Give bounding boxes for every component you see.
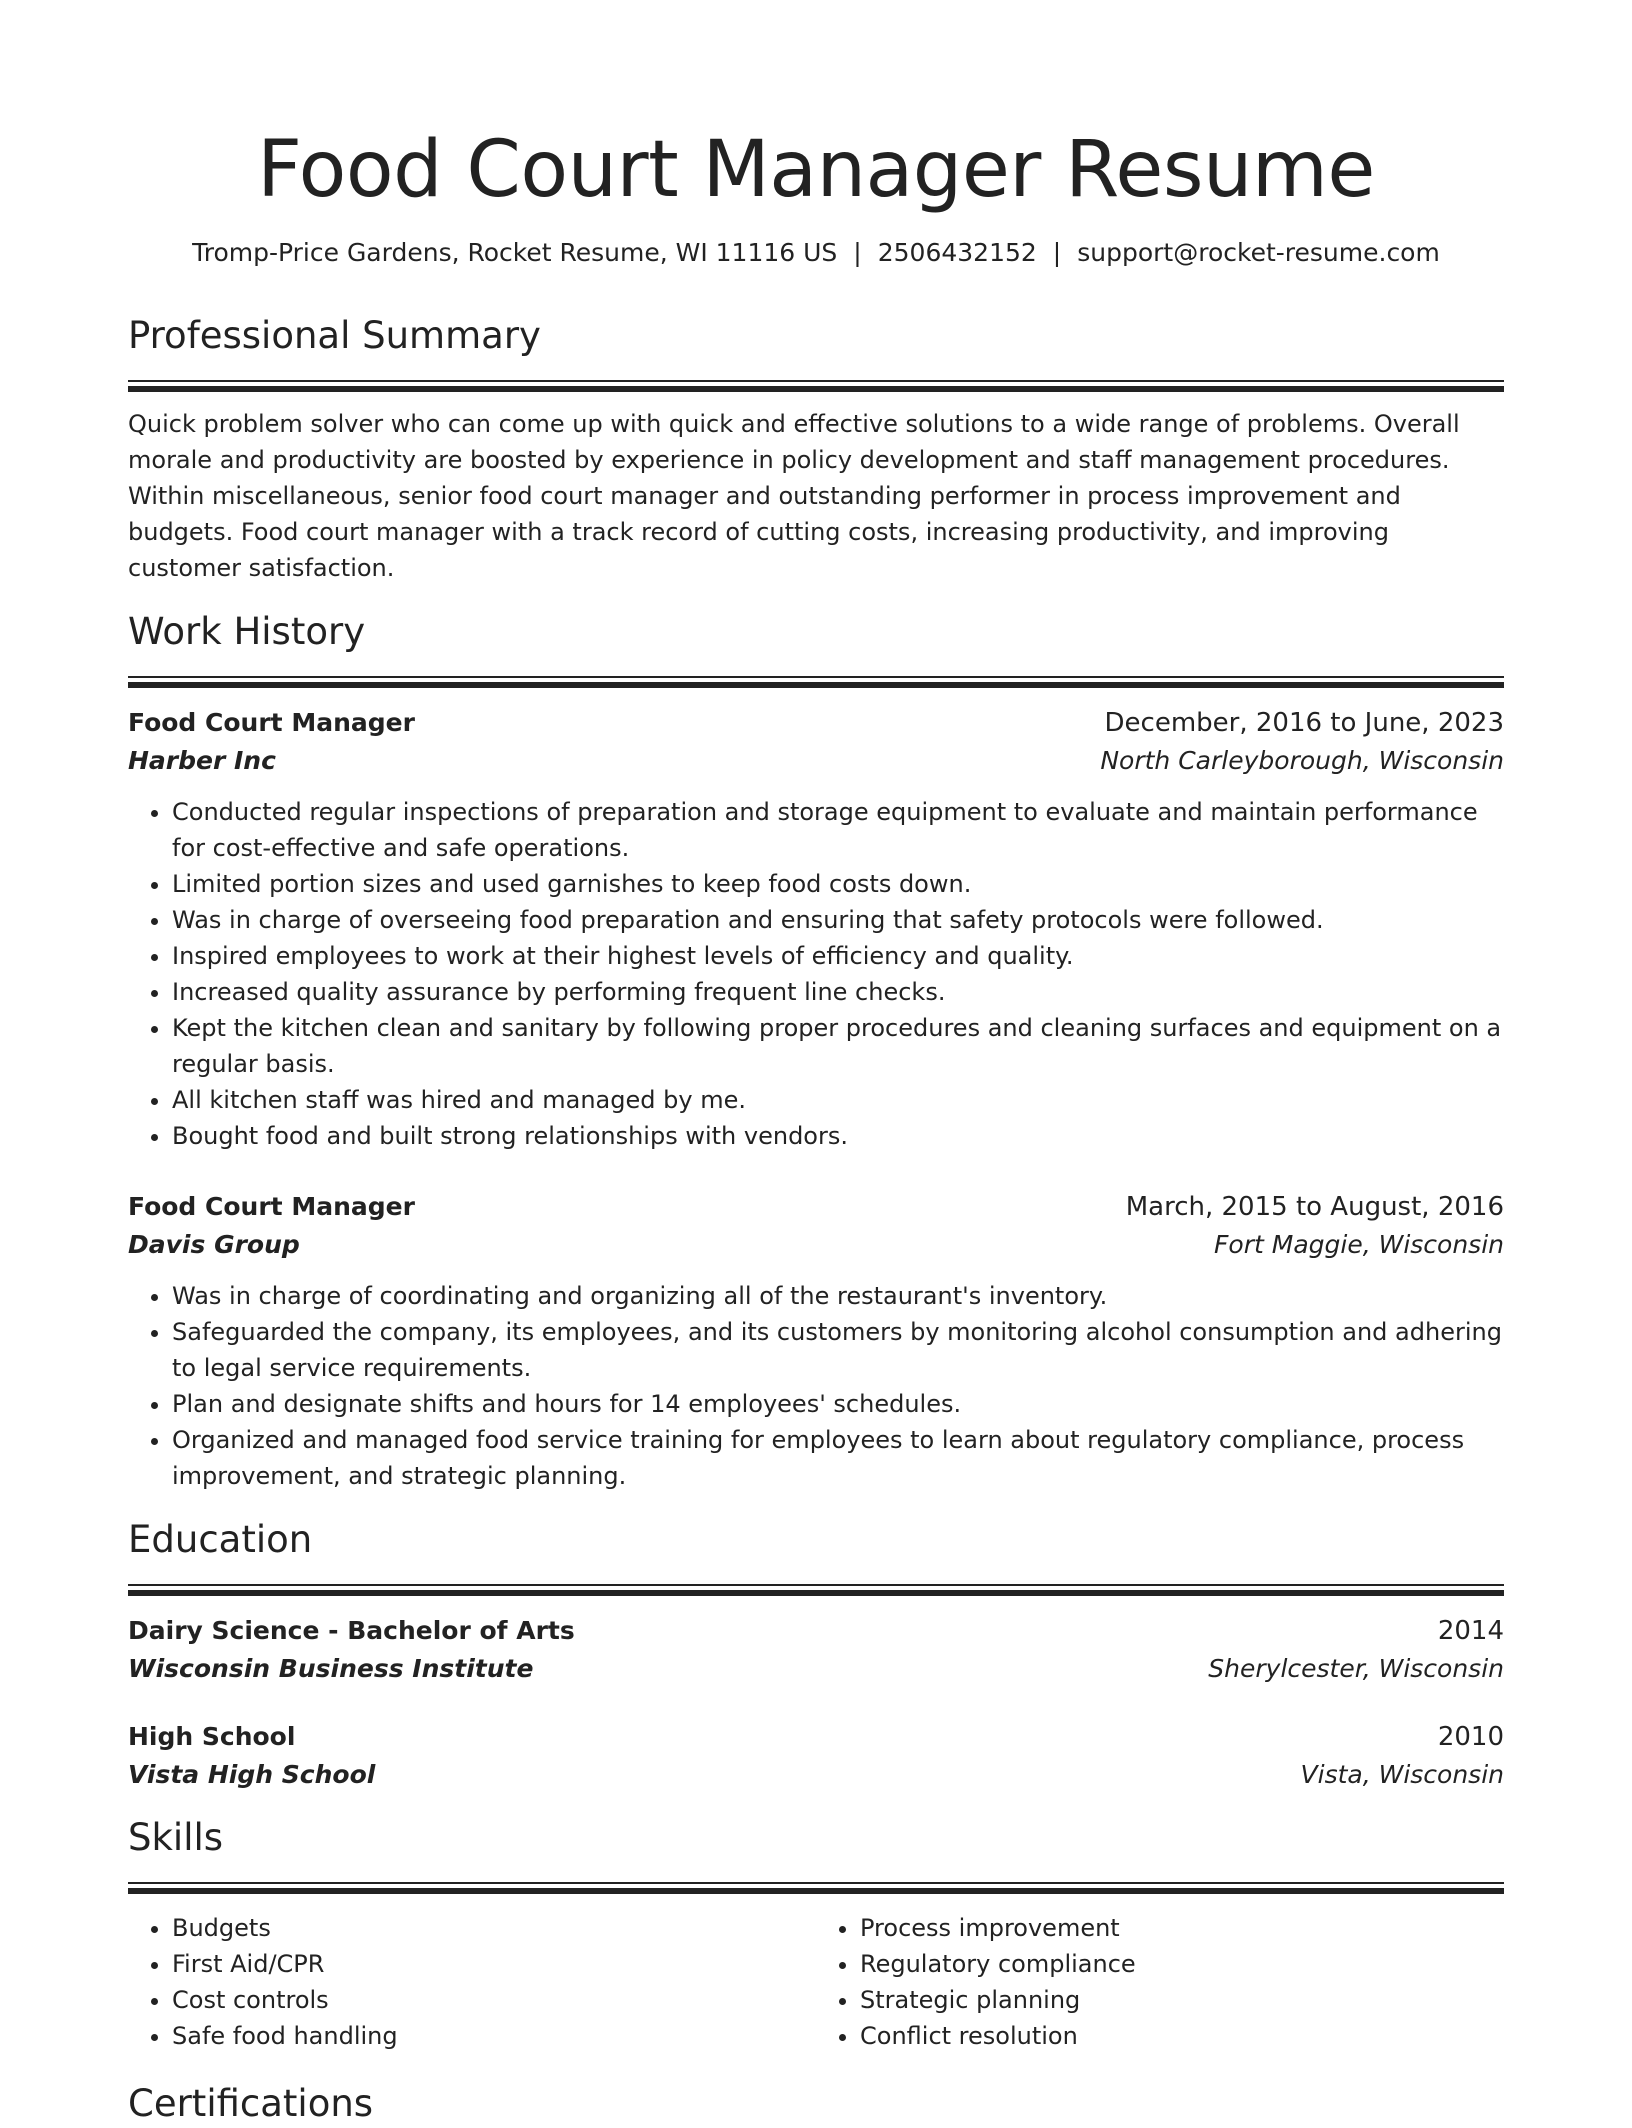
contact-separator: | — [1052, 238, 1062, 267]
work-history-section — [128, 608, 1504, 1494]
job-title: Food Court Manager — [128, 1192, 415, 1221]
list-item: • Inspired employees to work at their highest levels of efficiency and quality. — [172, 938, 1504, 974]
skills-grid — [128, 1910, 1504, 2054]
education-school-row — [128, 1756, 1504, 1794]
section-divider — [128, 1882, 1504, 1894]
education-section — [128, 1516, 1504, 1794]
list-item: • Safe food handling — [172, 2018, 816, 2054]
contact-address: Tromp-Price Gardens, Rocket Resume, WI 11116 US — [192, 238, 838, 267]
section-heading: Skills — [128, 1816, 224, 1859]
list-item: • Organized and managed food service training for employees to learn about regulatory compliance, process improvement, and strategic planning. — [172, 1422, 1504, 1494]
job-header-row — [128, 704, 1504, 742]
section-heading: Education — [128, 1518, 313, 1561]
education-location: Sherylcester, Wisconsin — [1208, 1654, 1504, 1683]
job-company: Davis Group — [128, 1230, 300, 1259]
list-item: • Process improvement — [860, 1910, 1504, 1946]
list-item: • Limited portion sizes and used garnishes to keep food costs down. — [172, 866, 1504, 902]
list-item: • Cost controls — [172, 1982, 816, 2018]
list-item: • Increased quality assurance by performing frequent line checks. — [172, 974, 1504, 1010]
job-title: Food Court Manager — [128, 708, 415, 737]
list-item: • Bought food and built strong relationships with vendors. — [172, 1118, 1504, 1154]
section-heading: Certifications — [128, 2082, 374, 2125]
education-location: Vista, Wisconsin — [1300, 1760, 1504, 1789]
list-item: • Conducted regular inspections of preparation and storage equipment to evaluate and maintain performance for cost-effective and safe operations. — [172, 794, 1504, 866]
education-school-row — [128, 1650, 1504, 1688]
job-dates: December, 2016 to June, 2023 — [1104, 708, 1504, 738]
job-company-row — [128, 742, 1504, 780]
list-item: • Strategic planning — [860, 1982, 1504, 2018]
list-item: • Was in charge of coordinating and organizing all of the restaurant's inventory. — [172, 1278, 1504, 1314]
contact-line — [128, 236, 1504, 270]
contact-email: support@rocket-resume.com — [1077, 238, 1440, 267]
education-entry — [128, 1612, 1504, 1688]
education-year: 2014 — [1437, 1616, 1504, 1646]
list-item: • Safeguarded the company, its employees, and its customers by monitoring alcohol consumption and adhering to legal service requirements. — [172, 1314, 1504, 1386]
job-dates: March, 2015 to August, 2016 — [1125, 1192, 1504, 1222]
list-item: • All kitchen staff was hired and managed by me. — [172, 1082, 1504, 1118]
education-year: 2010 — [1437, 1722, 1504, 1752]
job-header-row — [128, 1188, 1504, 1226]
section-divider — [128, 380, 1504, 392]
contact-separator: | — [853, 238, 862, 267]
section-heading: Professional Summary — [128, 314, 541, 357]
list-item: • Conflict resolution — [860, 2018, 1504, 2054]
certifications-section — [128, 2080, 1504, 2128]
job-entry — [128, 1188, 1504, 1494]
section-divider — [128, 1584, 1504, 1596]
resume-title: Food Court Manager Resume — [257, 125, 1375, 215]
education-degree: Dairy Science - Bachelor of Arts — [128, 1616, 575, 1645]
list-item: • Was in charge of overseeing food preparation and ensuring that safety protocols were followed. — [172, 902, 1504, 938]
section-heading: Work History — [128, 610, 366, 653]
list-item: • Kept the kitchen clean and sanitary by following proper procedures and cleaning surfaces and equipment on a regular basis. — [172, 1010, 1504, 1082]
job-location: Fort Maggie, Wisconsin — [1214, 1230, 1504, 1259]
skills-list-left — [128, 1910, 816, 2054]
skills-list-right — [816, 1910, 1504, 2054]
education-header-row — [128, 1718, 1504, 1756]
job-entry — [128, 704, 1504, 1154]
job-location: North Carleyborough, Wisconsin — [1100, 746, 1504, 775]
education-header-row — [128, 1612, 1504, 1650]
education-entry — [128, 1718, 1504, 1794]
education-school: Wisconsin Business Institute — [128, 1654, 534, 1683]
section-divider — [128, 676, 1504, 688]
job-company: Harber Inc — [128, 746, 276, 775]
education-degree: High School — [128, 1722, 296, 1751]
contact-phone: 2506432152 — [877, 238, 1037, 267]
list-item: • First Aid/CPR — [172, 1946, 816, 1982]
list-item: • Regulatory compliance — [860, 1946, 1504, 1982]
list-item: • Plan and designate shifts and hours for 14 employees' schedules. — [172, 1386, 1504, 1422]
summary-section — [128, 312, 1504, 586]
education-school: Vista High School — [128, 1760, 376, 1789]
job-company-row — [128, 1226, 1504, 1264]
summary-text: Quick problem solver who can come up with quick and effective solutions to a wide range of problems. Overall morale and productivity are boosted by experience in policy development and staff management procedures. Within miscellaneous, senior food court manager and outstanding performer in process improvement and budgets. Food court manager with a track record of cutting costs, increasing productivity, and improving customer satisfaction. — [128, 410, 1460, 582]
job-duties-list — [128, 1278, 1504, 1494]
list-item: • Budgets — [172, 1910, 816, 1946]
job-duties-list — [128, 794, 1504, 1154]
skills-section — [128, 1814, 1504, 2054]
